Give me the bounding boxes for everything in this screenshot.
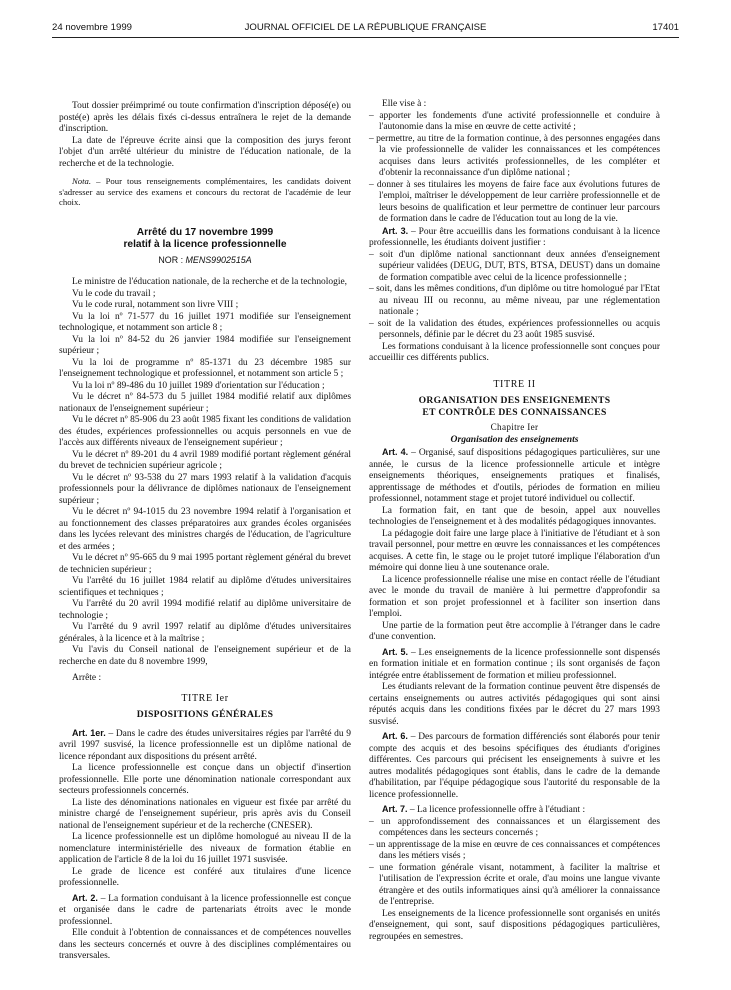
article-6	[369, 731, 660, 801]
visa-paragraph: Vu le décret nº 94-1015 du 23 novembre 1994 relatif à l'organisation et au fonctionnement des classes préparatoires aux grandes écoles organisées dans les lycées relevant des ministres chargés de l'éducation, de l'agriculture et des armées ;	[59, 507, 351, 552]
nota-note	[59, 176, 351, 208]
article-paragraph: La liste des dénominations nationales en vigueur est fixée par arrêté du ministre chargé de l'enseignement supérieur, pris après avis du Conseil national de l'enseignement supérieur et de la recherche (CNESER).	[59, 797, 351, 831]
article-paragraph: Les étudiants relevant de la formation continue peuvent être dispensés de certains enseignements ou autres activités pédagogiques qui sont ainsi réputés acquis dans les conditions fixées par le décret du 27 mars 1993 susvisé.	[369, 682, 660, 727]
vise-list	[369, 111, 660, 226]
article-label: Art. 3.	[382, 225, 409, 236]
article-text: – Les enseignements de la licence professionnelle sont dispensés en formation initiale et en formation continue ; ils sont organisés de façon intégrée entre établissement de formation et milieu professionnel.	[369, 647, 660, 681]
visa-paragraph: Vu le décret nº 85-906 du 23 août 1985 fixant les conditions de validation des études, expériences professionnelles ou acquis personnels en vue de l'accès aux différents niveaux de l'enseignement supérieur ;	[59, 415, 351, 449]
header-page-number: 17401	[652, 22, 679, 33]
nor-reference	[59, 255, 351, 267]
article-paragraph: Les enseignements de la licence professionnelle sont organisés en unités d'enseignement, qui sont, sauf dispositions pédagogiques particulières, regroupées en semestres.	[369, 908, 660, 942]
list-item: – une formation générale visant, notamment, à faciliter la maîtrise et l'utilisation de l'expression écrite et orale, d'au moins une langue vivante étrangère et des outils informatiques ainsi qu'à améliorer la connaissance de l'entreprise.	[369, 862, 660, 907]
nota-label: Nota.	[72, 176, 92, 186]
nor-label: NOR :	[158, 254, 186, 265]
visa-paragraph: Vu l'arrêté du 9 avril 1997 relatif au diplôme d'études universitaires générales, à la licence et à la maîtrise ;	[59, 622, 351, 644]
article-paragraph: La formation fait, en tant que de besoin, appel aux nouvelles technologies de l'enseignement et à des modalités pédagogiques innovantes.	[369, 505, 660, 527]
article-text: – Pour être accueillis dans les formations conduisant à la licence professionnelle, les étudiants doivent justifier :	[369, 226, 660, 248]
header-date: 24 novembre 1999	[52, 22, 133, 33]
arrete-title-line: Arrêté du 17 novembre 1999	[136, 226, 274, 238]
intro-paragraph: La date de l'épreuve écrite ainsi que la composition des jurys feront l'objet d'un arrêté ultérieur du ministre de l'éducation nationale, de la recherche et de la technologie.	[59, 135, 351, 169]
list-item: – un apprentissage de la mise en œuvre de ces connaissances et compétences dans les métiers visés ;	[369, 839, 660, 861]
article-2	[59, 893, 351, 929]
article-paragraph: La licence professionnelle est un diplôme homologué au niveau II de la nomenclature interministérielle des niveaux de formation établie en application de l'article 8 de la loi du 16 juillet 1971 susvisée.	[59, 832, 351, 866]
article-3	[369, 226, 660, 250]
article-text: – Organisé, sauf dispositions pédagogiques particulières, sur une année, le cursus de la licence professionnelle articule et intègre enseignements théoriques, enseignements pratiques et finalisés, apprentissage de méthodes et d'outils, périodes de formation en milieu professionnel, notamment stage et projet tutoré individuel ou collectif.	[369, 448, 660, 504]
list-item: – apporter les fondements d'une activité professionnelle et conduire à l'autonomie dans la mise en œuvre de cette activité ;	[369, 110, 660, 132]
article-label: Art. 2.	[72, 892, 98, 903]
visa-paragraph: Vu la loi nº 89-486 du 10 juillet 1989 d'orientation sur l'éducation ;	[72, 380, 325, 391]
list-item: – un approfondissement des connaissances et un élargissement des compétences dans les secteurs concernés ;	[369, 816, 660, 838]
nota-text: – Pour tous renseignements complémentaires, les candidats doivent s'adresser au service des examens et concours du rectorat de l'académie de leur choix.	[59, 176, 351, 208]
titre-2-name-line: ET CONTRÔLE DES CONNAISSANCES	[422, 406, 607, 418]
list-item: – donner à ses titulaires les moyens de faire face aux évolutions futures de l'emploi, maîtriser le développement de leur carrière professionnelle et de leurs besoins de qualification et leur permettre de continuer leur parcours de formation dans le cadre de l'éducation tout au long de la vie.	[369, 179, 660, 224]
article-3-list	[369, 250, 660, 342]
article-paragraph: La licence professionnelle est conçue dans un objectif d'insertion professionnelle. Elle porte une dénomination nationale correspondant aux secteurs professionnels concernés.	[59, 763, 351, 797]
article-paragraph: La licence professionnelle réalise une mise en contact réelle de l'étudiant avec le monde du travail de manière à lui permettre d'approfondir sa formation et son projet professionnel et à faciliter son insertion dans l'emploi.	[369, 574, 660, 619]
article-paragraph: Le grade de licence est conféré aux titulaires d'une licence professionnelle.	[59, 866, 351, 889]
visa-paragraph: Vu l'arrêté du 16 juillet 1984 relatif au diplôme d'études universitaires scientifiques et techniques ;	[59, 576, 351, 598]
visa-paragraph: Vu le décret nº 89-201 du 4 avril 1989 modifié portant règlement général du brevet de technicien supérieur agricole ;	[59, 449, 351, 472]
intro-paragraph: Tout dossier préimprimé ou toute confirmation d'inscription déposé(e) ou posté(e) après les délais fixés ci-dessus entraînera le rejet de la demande d'inscription.	[59, 101, 351, 134]
visa-paragraph: Vu le décret nº 84-573 du 5 juillet 1984 modifié relatif aux diplômes nationaux de l'enseignement supérieur ;	[59, 392, 351, 414]
list-item: – soit d'un diplôme national sanctionnant deux années d'enseignement supérieur validées (DEUG, DUT, BTS, BTSA, DEUST) dans un domaine de formation compatible avec celui de la licence professionnelle ;	[369, 249, 660, 283]
titre-1-name: DISPOSITIONS GÉNÉRALES	[136, 709, 274, 721]
list-item: – soit, dans les mêmes conditions, d'un diplôme ou titre homologué par l'Etat au niveau III ou reconnu, au même niveau, par une réglementation nationale ;	[369, 284, 660, 317]
article-label: Art. 1er.	[72, 727, 106, 738]
article-label: Art. 7.	[382, 804, 408, 814]
article-text: – La formation conduisant à la licence professionnelle est conçue et organisée dans le cadre de partenariats étroits avec le monde professionnel.	[59, 893, 351, 927]
article-7	[369, 804, 660, 817]
article-paragraph: Les formations conduisant à la licence professionnelle sont conçues pour accueillir ces différents publics.	[369, 341, 660, 363]
section-heading: Organisation des enseignements	[450, 433, 579, 445]
article-text: – Dans le cadre des études universitaires régies par l'arrêté du 9 avril 1997 susvisé, la licence professionnelle est un diplôme national de licence répondant aux dispositions du présent arrêté.	[59, 728, 351, 762]
list-item: – soit de la validation des études, expériences professionnelles ou acquis personnels, définie par le décret du 23 août 1985 susvisé.	[369, 318, 660, 340]
article-text: – Des parcours de formation différenciés sont élaborés pour tenir compte des acquis et des besoins spécifiques des étudiants d'origines différentes. Ces parcours qui précisent les enseignements à suivre et les autres modalités pédagogiques sont établis, dans le cadre de la demande d'habilitation, par l'équipe pédagogique sous l'autorité du responsable de la licence professionnelle.	[369, 732, 660, 800]
visa-paragraph: Vu le code du travail ;	[72, 288, 156, 299]
visa-paragraph: Le ministre de l'éducation nationale, de la recherche et de la technologie,	[72, 277, 348, 288]
article-paragraph: Elle conduit à l'obtention de connaissances et de compétences nouvelles dans les secteurs concernés et ouvre à des disciplines complémentaires ou transversales.	[59, 928, 351, 962]
arrete-word: Arrête :	[72, 673, 102, 684]
visa-paragraph: Vu le décret nº 95-665 du 9 mai 1995 portant règlement général du brevet de technicien supérieur ;	[59, 553, 351, 575]
titre-2-name-line: ORGANISATION DES ENSEIGNEMENTS	[418, 395, 611, 406]
visas-list	[59, 277, 351, 668]
article-5	[369, 647, 660, 683]
visa-paragraph: Vu l'arrêté du 20 avril 1994 modifié relatif au diplôme universitaire de technologie ;	[59, 599, 351, 621]
article-7-list	[369, 817, 660, 909]
left-column	[59, 101, 351, 963]
visa-paragraph: Vu la loi nº 71-577 du 16 juillet 1971 modifiée sur l'enseignement technologique, et notamment son article 8 ;	[59, 311, 351, 334]
nor-code: MENS9902515A	[185, 254, 252, 265]
article-label: Art. 4.	[382, 447, 409, 457]
visa-paragraph: Vu le code rural, notamment son livre VIII ;	[72, 300, 239, 311]
visa-paragraph: Vu le décret nº 93-538 du 27 mars 1993 relatif à la validation d'acquis professionnels pour la délivrance de diplômes nationaux de l'enseignement supérieur ;	[59, 472, 351, 506]
visa-paragraph: Vu la loi nº 84-52 du 26 janvier 1984 modifiée sur l'enseignement supérieur ;	[59, 334, 351, 357]
page-header	[52, 22, 679, 38]
article-paragraph: La pédagogie doit faire une large place à l'initiative de l'étudiant et à son travail personnel, pour mettre en œuvre les connaissances et les compétences acquises. A cette fin, le stage ou le projet tutoré implique l'élaboration d'un mémoire qui donne lieu à une soutenance orale.	[369, 528, 660, 573]
arrete-title-line: relatif à la licence professionnelle	[123, 239, 287, 251]
right-column	[369, 99, 660, 943]
chapitre-heading: Chapitre Ier	[490, 422, 539, 432]
arrete-title	[59, 227, 351, 252]
article-paragraph: Une partie de la formation peut être accomplie à l'étranger dans le cadre d'une convention.	[369, 620, 660, 642]
header-journal-title: JOURNAL OFFICIEL DE LA RÉPUBLIQUE FRANÇAISE	[244, 22, 487, 33]
list-item: – permettre, au titre de la formation continue, à des personnes engagées dans la vie professionnelle de valider les connaissances et les compétences acquises dans leurs activités professionnelles, de les compléter et d'obtenir la reconnaissance d'un diplôme national ;	[369, 133, 660, 178]
vise-intro: Elle vise à :	[382, 99, 427, 109]
header-rule	[52, 37, 679, 38]
titre-1-heading: TITRE Ier	[181, 692, 229, 704]
article-label: Art. 6.	[382, 731, 408, 741]
article-4	[369, 447, 660, 506]
article-text: – La licence professionnelle offre à l'étudiant :	[407, 805, 586, 815]
visa-paragraph: Vu l'avis du Conseil national de l'enseignement supérieur et de la recherche en date du 8 novembre 1999,	[59, 645, 351, 667]
titre-2-heading: TITRE II	[493, 378, 536, 390]
article-1	[59, 728, 351, 764]
titre-2-name	[369, 395, 660, 418]
visa-paragraph: Vu la loi de programme nº 85-1371 du 23 décembre 1985 sur l'enseignement technologique et professionnel, et notamment son article 5 ;	[59, 357, 351, 380]
article-label: Art. 5.	[382, 646, 409, 657]
